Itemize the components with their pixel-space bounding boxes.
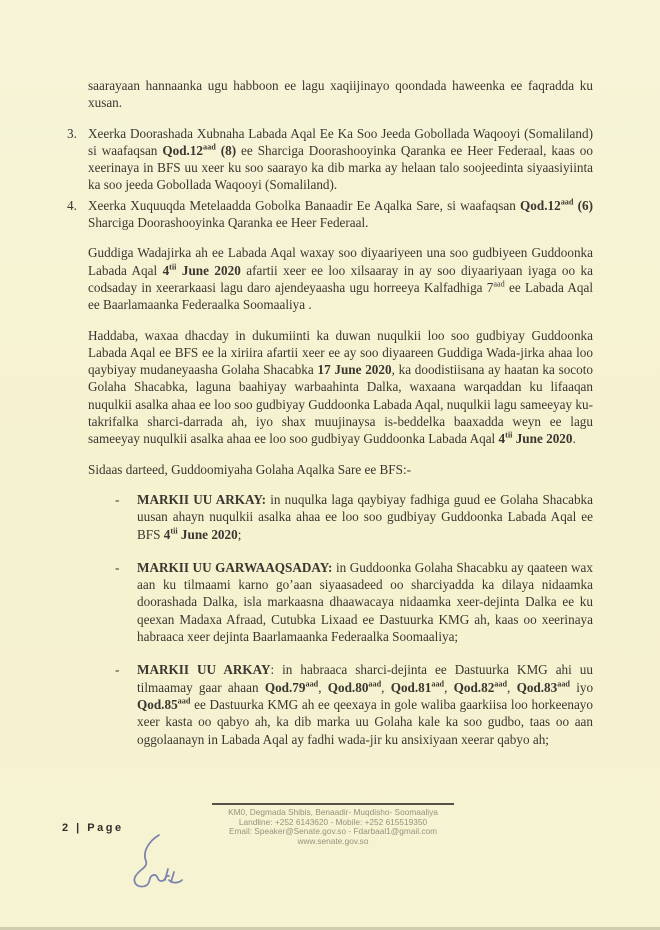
page-number: 2 | Page [62, 822, 124, 834]
list-marker: 3. [67, 125, 77, 141]
paragraph: Haddaba, waxaa dhacday in dukumiinti ka duwan nuqulkii loo soo gudbiyay Guddoonka Labada Aqal ee BFS ee la xiriira afartii xeer ee ay soo diyaareen Guddiga Wada-jirka ahaa loo qaybiyay mudaneyaasha Golaha Shacabka 17 June 2020, ka doodistiisana ay haatan ka socoto Golaha Shacabka, laguna baahiyay warbaahinta Dalka, waxaana warqaddan ku lifaaqan nuqulkii asalka ahaa ee loo soo gudbiyay Guddoonka Labada Aqal, nuqulkii lagu sameeyay ku-takrifalka sharci-darrada ah, iyo shax muujinaysa is-beddelka baaxadda weyn ee lagu sameeyay nuqulkii asalka ahaa ee loo soo gudbiyay Guddoonka Labada Aqal $4^{tii}$ June 2020. [88, 327, 593, 447]
numbered-item: 3. Xeerka Doorashada Xubnaha Labada Aqal Ee Ka Soo Jeeda Gobollada Waqooyi (Somaliland) si waafaqsan Qod.12$^{aad}$ (8) ee Sharciga Doorashooyinka Qaranka ee Heer Federaal, kaas oo xeerinaya in BFS uu xeer ku soo saarayo ka dib marka ay helaan talo soojeedinta siyaasiyiinta ka soo jeeda Gobollada Waqooyi (Somaliland). [67, 125, 593, 193]
paragraph: Guddiga Wadajirka ah ee Labada Aqal waxay soo diyaariyeen una soo gudbiyeen Guddoonka Labada Aqal $4^{tii}$ June 2020 afartii xeer ee loo xilsaaray in ay soo diyaariyaan iyaga oo ka codsaday in xeerarkaasi lagu daro ajendeyaasha ugu horreeya Kalfadhiga $7^{aad}$ ee Labada Aqal ee Baarlamaanka Federaalka Soomaaliya . [88, 245, 593, 313]
numbered-item: 4. Xeerka Xuquuqda Metelaadda Gobolka Banaadir Ee Aqalka Sare, si waafaqsan Qod.12$^{aad}$ (6) Sharciga Doorashooyinka Qaranka ee Heer Federaal. [67, 197, 593, 231]
bullet-item: - MARKII UU ARKAY: in nuqulka laga qaybiyay fadhiga guud ee Golaha Shacabka uusan ahayn nuqulkii asalka ahaa ee loo soo gudbiyay Guddoonka Labada Aqal ee BFS $4^{tii}$ June 2020; [115, 491, 593, 542]
footer-email-line: Email: Speaker@Senate.gov.so - Fdarbaal1@gmail.com [228, 826, 438, 837]
document-body [67, 77, 594, 764]
footer-address-line: KM0, Degmada Shibis, Benaadir- Muqdisho- Soomaaliya [228, 807, 438, 817]
footer-phone-line: Landline: +252 6143620 - Mobile: +252 615519350 [238, 816, 428, 827]
list-marker: 4. [67, 197, 77, 213]
bullet-item: - MARKII UU GARWAAQSADAY: in Guddoonka Golaha Shacabku ay qaateen wax aan ku tilmaami karno go’aan siyaasadeed oo sharciyadda ka dilaya nidaamka doorashada Dalka, isla markaasna dhaawacaya nidaamka xeer-dejinta Dalka ee ku qeexan Madaxa Afraad, Cutubka Lixaad ee Dastuurka KMG ah, kaas oo xeerinaya habraaca xeer dejinta Baarlamaanka Federaalka Soomaaliya; [115, 559, 593, 645]
list-marker: - [115, 559, 120, 575]
paragraph: Sidaas darteed, Guddoomiyaha Golaha Aqalka Sare ee BFS:- [88, 461, 412, 477]
signature-scribble [112, 831, 194, 895]
list-marker: - [115, 491, 120, 507]
document-footer [212, 803, 454, 846]
footer-website-line: www.senate.gov.so [297, 835, 369, 846]
list-marker: - [115, 662, 120, 678]
bullet-item: - MARKII UU ARKAY: in habraaca sharci-dejinta ee Dastuurka KMG ahi uu tilmaamay gaar ahaan Qod.79$^{aad}$, Qod.80$^{aad}$, Qod.81$^{aad}$, Qod.82$^{aad}$, Qod.83$^{aad}$ iyo Qod.85$^{aad}$ ee Dastuurka KMG ah ee qeexaya in gole waliba gaarkiisa loo horkeenayo xeer kasta oo qabyo ah, ka dib marka uu Golaha kale ka soo gudbo, taas oo aan oggolaanayn in Labada Aqal ay fadhi wada-jir ku ansixiyaan xeerar qabyo ah; [115, 662, 594, 747]
paragraph: saarayaan hannaanka ugu habboon ee lagu xaqiijinayo qoondada haweenka ee faqradda ku xusan. [88, 78, 593, 111]
